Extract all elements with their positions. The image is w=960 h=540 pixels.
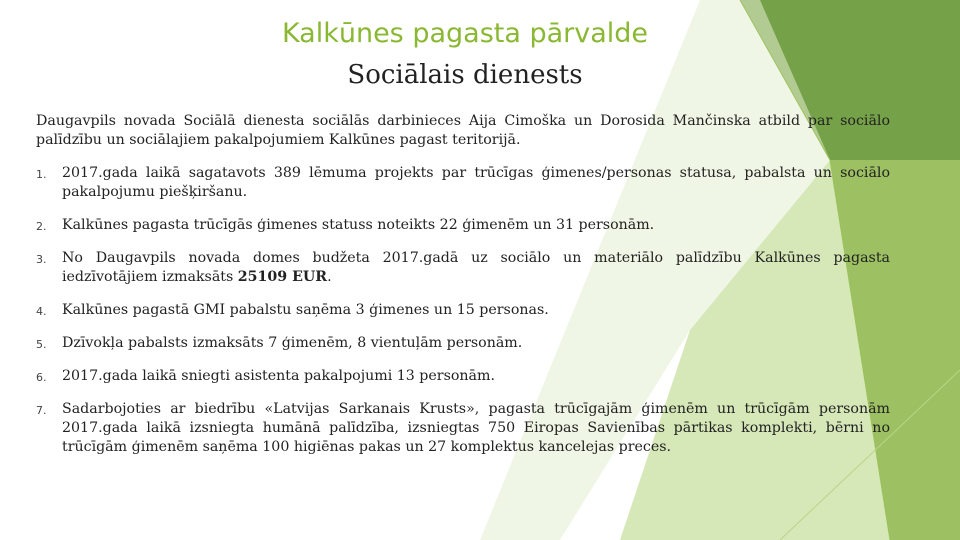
list-item [36, 164, 890, 202]
list-item-number: 7. [36, 404, 47, 417]
list-item-text: Dzīvokļa pabalsts izmaksāts 7 ģimenēm, 8 vientuļām personām. [62, 335, 523, 351]
list-item-text: Kalkūnes pagastā GMI pabalstu saņēma 3 ģimenes un 15 personas. [62, 302, 549, 318]
slide-subtitle: Sociālais dienests [347, 60, 583, 90]
list-item-text: 2017.gada laikā sniegti asistenta pakalpojumi 13 personām. [62, 368, 495, 384]
list-item [36, 367, 890, 386]
list-item-text: 2017.gada laikā sagatavots 389 lēmuma projekts par trūcīgas ģimenes/personas statusa, pabalsta un sociālo pakalpojumu piešķiršanu. [62, 165, 890, 200]
list-item [36, 400, 890, 457]
list-item [36, 216, 890, 235]
list-item-number: 6. [36, 371, 47, 384]
intro-paragraph: Daugavpils novada Sociālā dienesta sociālās darbinieces Aija Cimoška un Dorosida Mančinska atbild par sociālo palīdzību un sociālajiem pakalpojumiem Kalkūnes pagast teritorijā. [36, 113, 890, 148]
list-item-text-end: . [327, 269, 332, 285]
list-item-amount: 25109 EUR [237, 269, 328, 285]
list-item-number: 2. [36, 220, 47, 233]
list-item [36, 249, 890, 287]
list-item-number: 5. [36, 338, 47, 351]
list-item-number: 1. [36, 168, 47, 181]
list-item [36, 301, 890, 320]
list-item [36, 334, 890, 353]
slide-content [36, 112, 890, 471]
numbered-list [36, 164, 890, 457]
list-item-number: 4. [36, 305, 47, 318]
list-item-number: 3. [36, 253, 47, 266]
slide-title: Kalkūnes pagasta pārvalde [281, 18, 649, 49]
list-item-text: Sadarbojoties ar biedrību «Latvijas Sarkanais Krusts», pagasta trūcīgajām ģimenēm un trūcīgām personām 2017.gada laikā izsniegta humānā palīdzība, izsniegtas 750 Eiropas Savienības pārtikas komplekti, bērni no trūcīgām ģimenēm saņēma 100 higiēnas pakas un 27 komplektus kancelejas preces. [62, 401, 890, 455]
list-item-text: No Daugavpils novada domes budžeta 2017.gadā uz sociālo un materiālo palīdzību Kalkūnes pagasta iedzīvotājiem izmaksāts [62, 250, 890, 285]
list-item-text: Kalkūnes pagasta trūcīgās ģimenes statuss noteikts 22 ģimenēm un 31 personām. [62, 217, 655, 233]
